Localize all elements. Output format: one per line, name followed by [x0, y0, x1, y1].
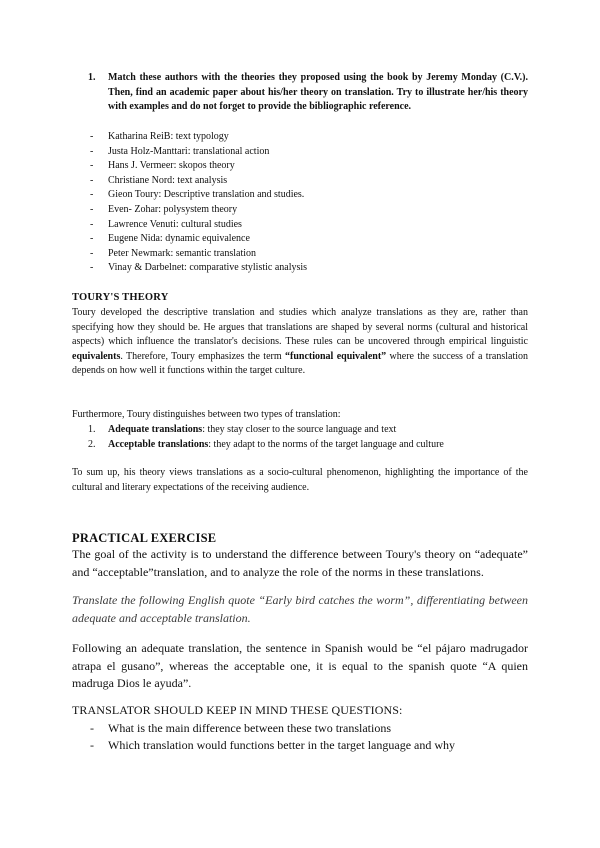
list-item: - Even- Zohar: polysystem theory [88, 203, 528, 218]
list-item [88, 438, 528, 453]
item-desc: : they adapt to the norms of the target language and culture [208, 438, 444, 450]
question-1 [88, 71, 528, 115]
list-item: - Vinay & Darbelnet: comparative stylistic analysis [88, 261, 528, 276]
list-item: - Hans J. Vermeer: skopos theory [88, 159, 528, 174]
list-item: - What is the main difference between these two translations [88, 720, 528, 737]
author-theory-list [88, 130, 528, 276]
list-item [88, 423, 528, 438]
list-item: - Which translation would functions better in the target language and why [88, 737, 528, 754]
list-item: - Justa Holz-Manttari: translational action [88, 145, 528, 160]
bold-term-equivalents: equivalents [72, 350, 121, 362]
toury-paragraph-1 [72, 306, 528, 379]
questions-heading: TRANSLATOR SHOULD KEEP IN MIND THESE QUESTIONS: [72, 703, 403, 717]
exercise-paragraph-2: Following an adequate translation, the sentence in Spanish would be “el pájaro madrugador atrapa el gusano”, whereas the acceptable one, it is equal to the spanish quote “A quien madruga Dios le ayuda”. [72, 641, 528, 690]
list-item: - Katharina ReiB: text typology [88, 130, 528, 145]
item-desc: : they stay closer to the source language and text [202, 424, 397, 435]
question-number: 1. [88, 72, 96, 83]
list-item: - Eugene Nida: dynamic equivalence [88, 232, 528, 247]
bold-term-functional-equivalent: “functional equivalent” [285, 350, 387, 362]
text-run: where the success of a translation depends on how well it functions within the target culture. [72, 350, 529, 377]
item-number: 1. [88, 424, 96, 435]
translation-types-list [88, 423, 528, 452]
exercise-instruction: Translate the following English quote “Early bird catches the worm”, differentiating between adequate and acceptable translation. [72, 593, 528, 625]
questions-list [88, 720, 528, 754]
toury-theory-heading: TOURY'S THEORY [72, 292, 169, 303]
list-item: - Peter Newmark: semantic translation [88, 247, 528, 262]
item-term: Adequate translations [108, 424, 203, 435]
toury-paragraph-3: To sum up, his theory views translations as a socio-cultural phenomenon, highlighting the importance of the cultural and literary expectations of the receiving audience. [72, 467, 528, 493]
practical-exercise-heading: PRACTICAL EXERCISE [72, 531, 217, 545]
toury-paragraph-2: Furthermore, Toury distinguishes between two types of translation: [72, 409, 341, 420]
list-item: - Christiane Nord: text analysis [88, 174, 528, 189]
text-run: Toury developed the descriptive translation and studies which analyze translations as they are, rather than specifying how they should be. He argues that translations are shaped by several norms (cultural and historical aspects) which influence the translator's decisions. These rules can be uncovered through empirical linguistic [72, 307, 528, 348]
item-number: 2. [88, 438, 96, 450]
text-run: . Therefore, Toury emphasizes the term [120, 350, 285, 362]
list-item: - Gieon Toury: Descriptive translation and studies. [88, 188, 528, 203]
question-text: Match these authors with the theories they proposed using the book by Jeremy Monday (C.V.). Then, find an academic paper about his/her theory on translation. Try to illustrate her/his theory with examples and do not forget to provide the bibliographic reference. [108, 72, 528, 112]
exercise-paragraph-1: The goal of the activity is to understand the difference between Toury's theory on “adequate” and “acceptable”translation, and to analyze the role of the norms in these translations. [72, 547, 528, 579]
item-term: Acceptable translations [108, 438, 209, 450]
list-item: - Lawrence Venuti: cultural studies [88, 218, 528, 233]
